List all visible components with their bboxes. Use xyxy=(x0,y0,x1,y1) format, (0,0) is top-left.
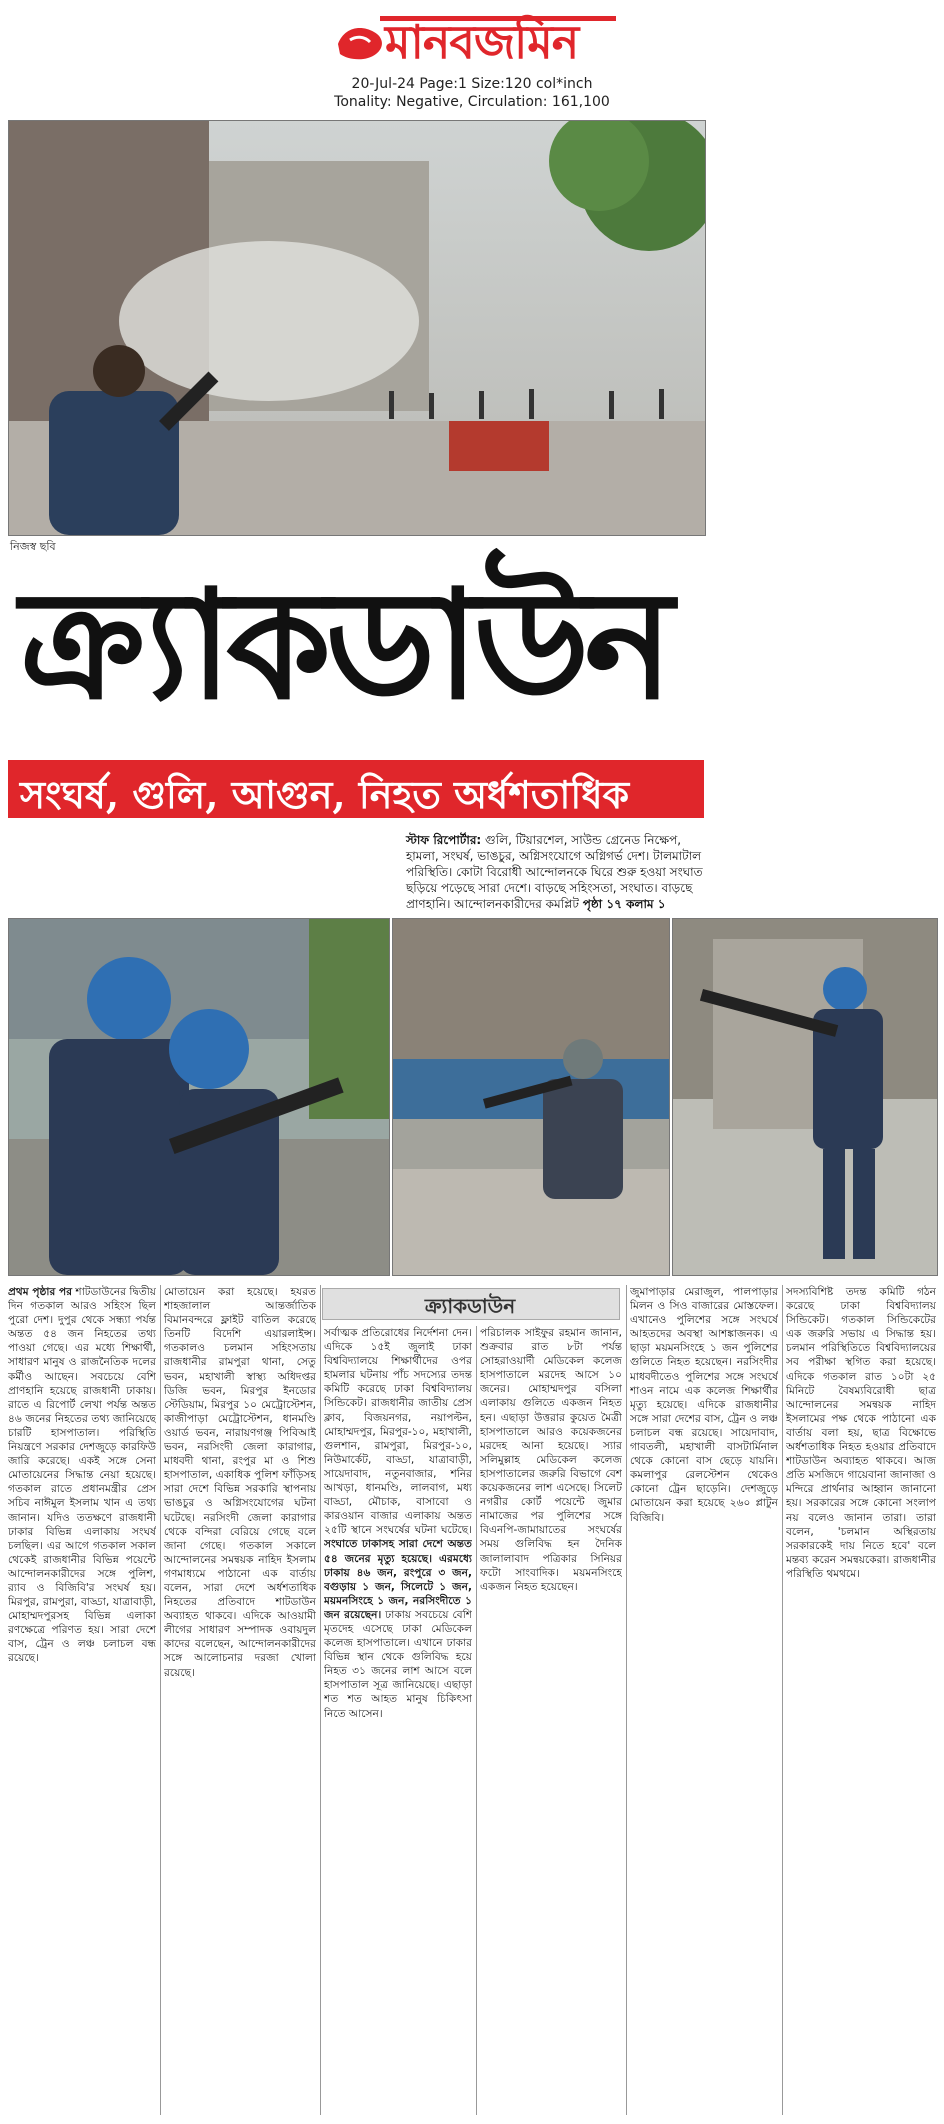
meta-line-tonality: Tonality: Negative, Circulation: 161,100 xyxy=(334,94,610,110)
byline: স্টাফ রিপোর্টার: xyxy=(406,833,482,847)
meta-line-date: 20-Jul-24 Page:1 Size:120 col*inch xyxy=(351,76,593,92)
continued-from-label: প্রথম পৃষ্ঠার পর xyxy=(8,1286,73,1298)
intro-text: গুলি, টিয়ারশেল, সাউন্ড গ্রেনেড নিক্ষেপ, হামলা, সংঘর্ষ, ভাঙচুর, অগ্নিসংযোগে অগ্নিগর্ভ দেশ। টালমাটাল পরিস্থিতি। কোটা বিরোধী আন্দোলনকে ঘিরে শুরু হওয়া সংঘাত ছড়িয়ে পড়েছে সারা দেশে। বাড়ছে সহিংসতা, সংঘাত। বাড়ছে প্রাণহানি। আন্দোলনকারীদের কমপ্লিট xyxy=(406,833,703,911)
column-4 xyxy=(480,1326,622,2115)
main-photo xyxy=(8,120,706,536)
sub-banner-title: ক্র্যাকডাউন xyxy=(424,1294,516,1318)
subheadline: সংঘর্ষ, গুলি, আগুন, নিহত অর্ধশতাধিক xyxy=(20,772,630,817)
column-divider xyxy=(626,1285,627,2115)
photo-credit: নিজস্ব ছবি xyxy=(10,540,56,553)
column-4-text: পরিচালক সাইফুর রহমান জানান, শুক্রবার রাত ৮টা পর্যন্ত সোহরাওয়ার্দী মেডিকেল কলেজ হাসপাতালে মরদেহ আসে ১০ জনের। মোহাম্মদপুর বসিলা এলাকায় গুলিতে একজন নিহত হন। এছাড়া উত্তরার কুয়েত মৈত্রী হাসপাতালে আরও কয়েকজনের মরদেহ আনা হয়েছে। স্যার সলিমুল্লাহ মেডিকেল কলেজ হাসপাতালের জরুরি বিভাগে বেশ কয়েকজনের লাশ এসেছে। সিলেট নগরীর কোর্ট পয়েন্টে জুমার নামাজের পর পুলিশের সঙ্গে বিএনপি-জামায়াতের সংঘর্ষের সময় গুলিবিদ্ধ হন দৈনিক জালালাবাদ পত্রিকার সিনিয়র ফটো সাংবাদিক। ময়মনসিংহে একজন নিহত হয়েছেন। xyxy=(480,1327,622,1593)
column-6-text: সদস্যবিশিষ্ট তদন্ত কমিটি গঠন করেছে ঢাকা বিশ্ববিদ্যালয় সিন্ডিকেট। গতকাল সিন্ডিকেটের এক জরুরি সভায় এ সিদ্ধান্ত হয়। চলমান পরিস্থিতিতে বিশ্ববিদ্যালয়ের সব পরীক্ষা স্থগিত করা হয়েছে। এদিকে গতকাল রাত ১০টা ২৫ মিনিটে বৈষম্যবিরোধী ছাত্র আন্দোলনের সমন্বয়ক নাহিদ ইসলামের পক্ষ থেকে পাঠানো এক বার্তায় বলা হয়, ছাত্র বিক্ষোভে অর্ধশতাধিক নিহত হওয়ার প্রতিবাদে শাটডাউন অব্যাহত থাকবে। আজ প্রতি মসজিদে গায়েবানা জানাজা ও মন্দিরে প্রার্থনার আহ্বান জানানো হয়। সরকারের সঙ্গে কোনো সংলাপ নয় বলেও জানান তারা। তারা বলেন, 'চলমান অস্থিরতায় সরকারকেই দায় নিতে হবে' বলে মন্তব্য করেন সমন্বয়কেরা। রাজধানীর পরিস্থিতি থমথমে। xyxy=(786,1286,936,1580)
photo-police-right xyxy=(672,918,938,1276)
column-divider xyxy=(476,1326,477,2115)
photo-police-left xyxy=(8,918,390,1276)
column-3-text: সর্বাত্মক প্রতিরোধের নির্দেশনা দেন। এদিকে ১৫ই জুলাই ঢাকা বিশ্ববিদ্যালয়ে শিক্ষার্থীদের ওপর হামলার ঘটনায় পাঁচ সদস্যের তদন্ত কমিটি করেছে ঢাকা বিশ্ববিদ্যালয় সিন্ডিকেট। রাজধানীর জাতীয় প্রেস ক্লাব, বিজয়নগর, নয়াপল্টন, মোহাম্মদপুর, মিরপুর-১০, মহাখালী, গুলশান, রামপুরা, মিরপুর-১০, নিউমার্কেট, বাড্ডা, যাত্রাবাড়ী, সায়েদাবাদ, নতুনবাজার, শনির আখড়া, ধানমণ্ডি, লালবাগ, মধ্য বাড্ডা, মৌচাক, বাসাবো ও কারওয়ান বাজার এলাকায় অন্তত ২৫টি স্থানে সংঘর্ষের ঘটনা ঘটেছে। xyxy=(324,1327,472,1537)
jump-reference: পৃষ্ঠা ১৭ কলাম ১ xyxy=(582,897,666,911)
column-3-text-rest: ঢাকায় সবচেয়ে বেশি মৃতদেহ এসেছে ঢাকা মেডিকেল কলেজ হাসপাতালে। এখানে ঢাকার বিভিন্ন স্থান থেকে গুলিবিদ্ধ হয়ে নিহত ৩১ জনের লাশ আসে বলে হাসপাতাল সূত্র জানিয়েছে। এছাড়া শত শত আহত মানুষ চিকিৎসা নিতে আসেন। xyxy=(324,1608,472,1720)
column-divider xyxy=(320,1285,321,2115)
column-3-highlight: সংঘাতে ঢাকাসহ সারা দেশে অন্তত ৫৪ জনের মৃত্যু হয়েছে। এরমধ্যে ঢাকায় ৪৬ জন, রংপুরে ৩ জন, বগুড়ায় ১ জন, সিলেটে ১ জন, ময়মনসিংহে ১ জন, নরসিংদীতে ১ জন রয়েছেন। xyxy=(324,1538,472,1621)
masthead xyxy=(0,0,944,120)
column-5-text: জুমাপাড়ার মেরাজুল, পালপাড়ার মিলন ও সিও বাজারের মোস্তফেল। এখানেও পুলিশের সঙ্গে সংঘর্ষে আহতদের অবস্থা আশঙ্কাজনক। এ ছাড়া ময়মনসিংহে ১ জন পুলিশের গুলিতে নিহত হয়েছেন। নরসিংদীর মাধবদীতেও পুলিশের সঙ্গে সংঘর্ষে শাওন নামে এক কলেজ শিক্ষার্থীর মৃত্যু হয়েছে। এদিকে রাজধানীর সঙ্গে সারা দেশের বাস, ট্রেন ও লঞ্চ চলাচল বন্ধ রয়েছে। সায়েদাবাদ, গাবতলী, মহাখালী বাসটার্মিনাল থেকে কোনো বাস ছেড়ে যায়নি। কমলাপুর রেলস্টেশন থেকেও কোনো ট্রেন ছাড়েনি। দেশজুড়ে মোতায়েন করা হয়েছে ২৬০ প্লাটুন বিজিবি। xyxy=(630,1286,778,1524)
logo-text: মানবজমিন xyxy=(385,15,579,69)
intro-paragraph xyxy=(406,832,706,912)
column-2 xyxy=(164,1285,316,2115)
column-1-text: শাটডাউনের দ্বিতীয় দিন গতকাল আরও সহিংস ছিল পুরো দেশ। দুপুর থেকে সন্ধ্যা পর্যন্ত অন্তত ৫৪ জন নিহতের তথ্য পাওয়া গেছে। এর মধ্যে শিক্ষার্থী, সাধারণ মানুষ ও রাজনৈতিক দলের কর্মীও আছেন। সবচেয়ে বেশি প্রাণহানি হয়েছে রাজধানী ঢাকায়। রাতে এ রিপোর্ট লেখা পর্যন্ত অন্তত ৪৬ জনের নিহতের তথ্য জানিয়েছে চারটি হাসপাতাল। পরিস্থিতি নিয়ন্ত্রণে সরকার দেশজুড়ে কারফিউ জারি করেছে। একই সঙ্গে সেনা মোতায়েনের সিদ্ধান্ত নেয়া হয়েছে। গতকাল রাতে প্রধানমন্ত্রীর প্রেস সচিব নাঈমুল ইসলাম খান এ তথ্য জানান। যদিও ততক্ষণে রাজধানী ঢাকার বিভিন্ন এলাকায় সংঘর্ষ চলছিল। এর আগে গতকাল সকাল থেকেই রাজধানীর বিভিন্ন পয়েন্টে আন্দোলনকারীদের সঙ্গে পুলিশ, র‌্যাব ও বিজিবি'র সংঘর্ষ হয়। মিরপুর, রামপুরা, বাড্ডা, যাত্রাবাড়ী, মোহাম্মদপুরসহ বিভিন্ন এলাকা রণক্ষেত্রে পরিণত হয়। সারা দেশে বাস, ট্রেন ও লঞ্চ চলাচল বন্ধ রয়েছে। xyxy=(8,1286,156,1665)
headline: ক্র্যাকডাউন xyxy=(20,557,668,733)
photo-police-middle xyxy=(392,918,670,1276)
column-6 xyxy=(786,1285,936,2115)
column-divider xyxy=(782,1285,783,2115)
column-2-text: মোতায়েন করা হয়েছে। হযরত শাহজালাল আন্তর্জাতিক বিমানবন্দরে ফ্লাইট বাতিল করেছে তিনটি বিদেশি এয়ারলাইন্স। গতকালও চলমান সহিংসতায় রাজধানীর রামপুরা থানা, সেতু ভবন, মহাখালী স্বাস্থ্য অধিদপ্তর ডিজি ভবন, মিরপুর ইনডোর স্টেডিয়াম, মিরপুর ১০ মেট্রোস্টেশন, কাজীপাড়া মেট্রোস্টেশন, ধানমণ্ডি ওয়ার্ড ভবন, নারায়ণগঞ্জ পিবিআই ভবন, নরসিংদী জেলা কারাগার, মাধবদী থানা, রংপুর মা ও শিশু হাসপাতাল, একাধিক পুলিশ ফাঁড়িসহ সারা দেশে বিভিন্ন সরকারি স্থাপনায় ভাঙচুর ও অগ্নিসংযোগের ঘটনা ঘটেছে। নরসিংদী জেলা কারাগার থেকে বন্দিরা বেরিয়ে গেছে বলে জানা গেছে। গতকাল সকালে আন্দোলনের সমন্বয়ক নাহিদ ইসলাম গণমাধ্যমে পাঠানো এক বার্তায় বলেন, সারা দেশে অর্ধশতাধিক নিহতের প্রতিবাদে শাটডাউন অব্যাহত থাকবে। এদিকে আওয়ামী লীগের সাধারণ সম্পাদক ওবায়দুল কাদের বলেছেন, আন্দোলনকারীদের সঙ্গে আলোচনার দরজা খোলা রয়েছে। xyxy=(164,1286,316,1679)
column-1 xyxy=(8,1285,156,2115)
column-divider xyxy=(160,1285,161,2115)
column-3 xyxy=(324,1326,472,2115)
column-5 xyxy=(630,1285,778,2115)
